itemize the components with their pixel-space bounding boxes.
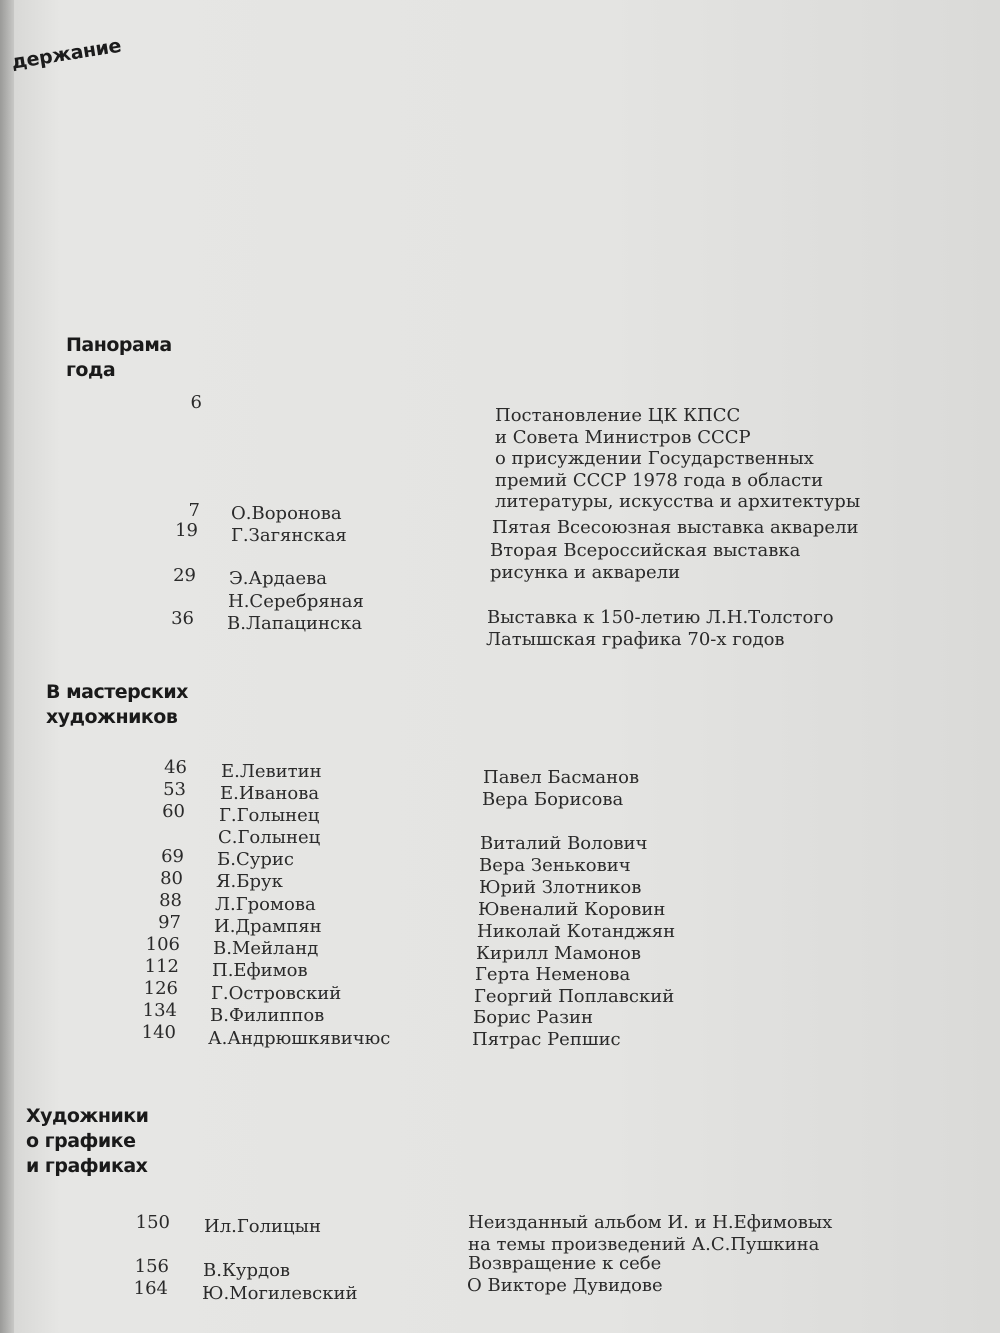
toc-entry-title: Вера Зенькович — [479, 855, 631, 876]
toc-entry-author: С.Голынец — [218, 827, 321, 848]
toc-page-number: 164 — [133, 1278, 168, 1299]
toc-entry-title: Неизданный альбом И. и Н.Ефимовых на темы произведений А.С.Пушкина — [468, 1212, 833, 1255]
toc-entry-author: Г.Загянская — [231, 525, 347, 546]
toc-entry-author: Г.Голынец — [219, 805, 320, 826]
page-spine-edge — [0, 0, 14, 1333]
toc-entry-author: В.Филиппов — [210, 1005, 325, 1026]
toc-page-number: 88 — [159, 890, 182, 911]
toc-entry-author: А.Андрюшкявичюс — [208, 1028, 391, 1049]
toc-page-number: 106 — [145, 934, 180, 955]
toc-page-number: 112 — [144, 956, 179, 977]
toc-entry-title: Вторая Всероссийская выставка рисунка и акварели — [490, 540, 801, 583]
toc-page-number: 53 — [163, 779, 186, 800]
toc-entry-author: Н.Серебряная — [228, 591, 364, 612]
toc-entry-title: Кирилл Мамонов — [476, 943, 642, 964]
toc-entry-author: Е.Левитин — [221, 761, 322, 782]
toc-entry-title: Николай Котанджян — [477, 921, 676, 942]
toc-entry-author: Я.Брук — [216, 871, 283, 892]
toc-entry-author: В.Лапацинска — [227, 613, 363, 634]
toc-entry-title: Борис Разин — [473, 1007, 594, 1028]
toc-entry-title: Постановление ЦК КПСС и Совета Министров СССР о присуждении Государственных премий СССР 1978 года в области литературы, искусства и архитектуры — [495, 405, 861, 512]
toc-entry-title: Юрий Злотников — [479, 877, 642, 898]
toc-entry-title: Возвращение к себе — [468, 1253, 662, 1274]
contents-title: держание — [10, 34, 123, 74]
toc-entry-title: Георгий Поплавский — [474, 986, 675, 1007]
toc-page-number: 126 — [143, 978, 178, 999]
toc-entry-author: И.Дрампян — [214, 916, 322, 937]
toc-entry-author: Л.Громова — [215, 894, 316, 915]
toc-page-number: 97 — [158, 912, 181, 933]
toc-entry-title: Вера Борисова — [482, 789, 624, 810]
toc-entry-title: Пятая Всесоюзная выставка акварели — [492, 517, 859, 538]
toc-entry-title: Латышская графика 70-х годов — [486, 629, 785, 650]
section-heading-studios: В мастерских художников — [46, 681, 188, 728]
toc-entry-title: Пятрас Репшис — [472, 1029, 621, 1050]
toc-page-number: 46 — [164, 757, 187, 778]
toc-entry-title: Ювеналий Коровин — [478, 899, 666, 920]
toc-entry-author: Ил.Голицын — [204, 1216, 321, 1237]
toc-page-number: 7 — [188, 500, 200, 521]
toc-entry-title: Герта Неменова — [475, 964, 631, 985]
section-heading-artists-on-graphics: Художники о графике и графиках — [26, 1105, 149, 1177]
toc-page-number: 140 — [141, 1022, 176, 1043]
toc-page-number: 134 — [142, 1000, 177, 1021]
toc-page-number: 69 — [161, 846, 184, 867]
toc-page-number: 80 — [160, 868, 183, 889]
toc-page-number: 156 — [134, 1256, 169, 1277]
toc-entry-author: Б.Сурис — [217, 849, 294, 870]
toc-entry-author: Э.Ардаева — [229, 568, 327, 589]
toc-entry-author: Ю.Могилевский — [202, 1283, 358, 1304]
toc-entry-author: О.Воронова — [231, 503, 342, 524]
toc-entry-author: Е.Иванова — [220, 783, 320, 804]
toc-entry-title: Виталий Волович — [480, 833, 648, 854]
toc-page-number: 150 — [135, 1212, 170, 1233]
toc-entry-title: Павел Басманов — [483, 767, 640, 788]
toc-entry-title: О Викторе Дувидове — [467, 1275, 663, 1296]
toc-entry-author: В.Мейланд — [213, 938, 319, 959]
toc-page-number: 36 — [171, 608, 194, 629]
toc-page-number: 60 — [162, 801, 185, 822]
toc-page-number: 6 — [190, 392, 202, 413]
toc-entry-author: В.Курдов — [203, 1260, 291, 1281]
toc-page-number: 19 — [175, 520, 198, 541]
toc-entry-author: П.Ефимов — [212, 960, 308, 981]
toc-page-number: 29 — [173, 565, 196, 586]
section-heading-panorama: Панорама года — [66, 334, 172, 381]
toc-entry-title: Выставка к 150-летию Л.Н.Толстого — [487, 607, 834, 628]
toc-entry-author: Г.Островский — [211, 983, 342, 1004]
